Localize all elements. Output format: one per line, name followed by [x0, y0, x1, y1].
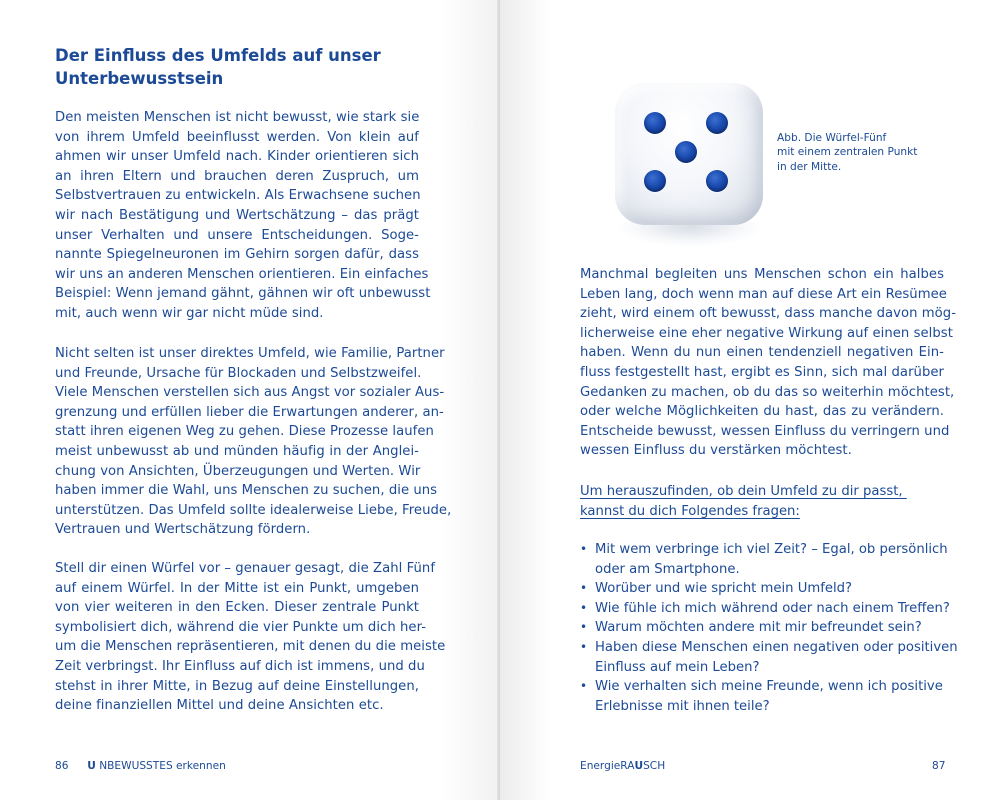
bullet-icon: • — [580, 600, 588, 615]
heading-line: Unterbewusstsein — [55, 69, 224, 88]
text-line: unterstützen. Das Umfeld sollte idealerweise Liebe, Freude, — [55, 502, 452, 518]
text-line: ahmen wir unser Umfeld nach. Kinder orientieren sich — [55, 149, 419, 165]
page-number: 86 — [55, 760, 69, 772]
text-line: symbolisiert dich, während die vier Punkte um dich her- — [55, 619, 427, 635]
dice-pip — [644, 170, 666, 192]
right-footer-brand — [580, 759, 665, 773]
dice-shadow — [620, 222, 760, 246]
question-heading-line: kannst du dich Folgendes fragen: — [580, 503, 800, 519]
text-line: Viele Menschen verstellen sich aus Angst vor sozialer Aus- — [55, 385, 445, 401]
right-paragraph — [580, 265, 957, 461]
dice-pip — [706, 112, 728, 134]
dice-body — [615, 83, 763, 225]
question-line: Wie fühle ich mich während oder nach einem Treffen? — [595, 600, 950, 616]
footer-section: NBEWUSSTES erkennen — [99, 760, 226, 772]
text-line: Entscheide bewusst, wessen Einfluss du verringern und — [580, 423, 950, 439]
question-line: oder am Smartphone. — [595, 561, 740, 577]
question-line: Einfluss auf mein Leben? — [595, 659, 760, 675]
text-line: Beispiel: Wenn jemand gähnt, gähnen wir oft unbewusst — [55, 286, 431, 302]
paragraph-1 — [55, 108, 431, 324]
text-line: von vier weiteren in den Ecken. Dieser zentrale Punkt — [55, 600, 419, 616]
brand-suffix: SCH — [643, 760, 666, 772]
text-line: fluss festgestellt hast, ergibt es Sinn, sich mal darüber — [580, 364, 944, 380]
text-line: statt ihren eigenen Weg zu gehen. Diese Prozesse laufen — [55, 424, 434, 440]
text-line: Den meisten Menschen ist nicht bewusst, wie stark sie — [55, 110, 420, 125]
dice-pip-center — [675, 141, 697, 163]
heading-line: Der Einfluss des Umfelds auf unser — [55, 46, 381, 65]
question-line: Wie verhalten sich meine Freunde, wenn ich positive — [595, 679, 943, 695]
question-line: Warum möchten andere mit mir befreundet sein? — [595, 620, 922, 636]
caption-line: in der Mitte. — [777, 160, 842, 173]
text-line: Nicht selten ist unser direktes Umfeld, wie Familie, Partner — [55, 346, 445, 361]
question-item — [580, 540, 950, 579]
question-item — [580, 618, 950, 638]
text-line: an ihren Eltern und brauchen deren Zuspruch, um — [55, 168, 419, 184]
bullet-icon: • — [580, 542, 588, 556]
question-heading — [580, 482, 907, 521]
text-line: Zeit verbringst. Ihr Einfluss auf dich ist immens, und du — [55, 658, 425, 674]
figure-caption — [777, 131, 952, 174]
question-item — [580, 677, 950, 716]
text-line: nannte Spiegelneuronen im Gehirn sorgen dafür, dass — [55, 247, 419, 263]
question-item — [580, 579, 950, 599]
text-line: haben. Wenn du nun einen tendenziell negativen Ein- — [580, 345, 944, 361]
brand-prefix: EnergieRA — [580, 760, 635, 772]
question-item — [580, 638, 958, 677]
text-line: zieht, wird einem oft bewusst, dass manche davon mög- — [580, 306, 957, 322]
text-line: unser Verhalten und unsere Entscheidungen. Soge- — [55, 227, 419, 243]
text-line: deine finanziellen Mittel und deine Ansichten etc. — [55, 698, 384, 714]
text-line: Stell dir einen Würfel vor – genauer gesagt, die Zahl Fünf — [55, 561, 436, 576]
question-line: Haben diese Menschen einen negativen oder positiven — [595, 639, 958, 655]
bullet-icon: • — [580, 679, 588, 694]
text-line: auf einem Würfel. In der Mitte ist ein Punkt, umgeben — [55, 580, 419, 596]
text-line: haben immer die Wahl, uns Menschen zu suchen, die uns — [55, 483, 438, 499]
paragraph-2 — [55, 344, 452, 540]
text-line: um die Menschen repräsentieren, mit denen du die meiste — [55, 639, 446, 655]
text-line: chung von Ansichten, Überzeugungen und Werten. Wir — [55, 463, 421, 479]
footer-initial: U — [87, 760, 96, 772]
question-heading-line: Um herauszufinden, ob dein Umfeld zu dir passt, — [580, 484, 907, 499]
question-line: Mit wem verbringe ich viel Zeit? – Egal, ob persönlich — [595, 542, 948, 557]
dice-five-image — [610, 80, 770, 250]
text-line: und Freunde, Ursache für Blockaden und Selbstzweifel. — [55, 365, 422, 381]
left-footer — [55, 759, 226, 773]
text-line: Selbstvertrauen zu entwickeln. Als Erwachsene suchen — [55, 188, 421, 204]
dice-pip — [644, 112, 666, 134]
brand-bold: U — [634, 760, 644, 772]
text-line: Vertrauen und Wertschätzung fördern. — [55, 522, 311, 538]
text-line: Leben lang, doch wenn man auf diese Art ein Resümee — [580, 286, 947, 302]
text-line: stehst in ihrer Mitte, in Bezug auf deine Einstellungen, — [55, 678, 419, 694]
caption-line: Abb. Die Würfel-Fünf — [777, 132, 887, 144]
caption-line: mit einem zentralen Punkt — [777, 146, 918, 159]
text-line: meist unbewusst ab und münden häufig in der Anglei- — [55, 443, 419, 459]
question-list — [580, 540, 958, 716]
page-number: 87 — [932, 760, 946, 772]
text-line: grenzung und erfüllen lieber die Erwartungen anderer, an- — [55, 404, 444, 420]
bullet-icon: • — [580, 581, 588, 596]
dice-pip — [706, 170, 728, 192]
bullet-icon: • — [580, 639, 588, 654]
question-line: Worüber und wie spricht mein Umfeld? — [595, 581, 853, 597]
question-item — [580, 599, 950, 619]
text-line: von ihrem Umfeld beeinflusst werden. Von klein auf — [55, 129, 419, 145]
text-line: Manchmal begleiten uns Menschen schon ein halbes — [580, 267, 944, 282]
chapter-heading — [55, 44, 435, 90]
text-line: licherweise eine eher negative Wirkung auf einen selbst — [580, 325, 953, 341]
text-line: oder welche Möglichkeiten du hast, das zu verändern. — [580, 404, 944, 420]
text-line: wir nach Bestätigung und Wertschätzung – das prägt — [55, 207, 419, 223]
text-line: wessen Einfluss du verstärken möchtest. — [580, 443, 852, 459]
text-line: wir uns an anderen Menschen orientieren. Ein einfaches — [55, 266, 429, 282]
bullet-icon: • — [580, 620, 588, 635]
text-line: mit, auch wenn wir gar nicht müde sind. — [55, 305, 324, 321]
text-line: Gedanken zu machen, ob du das so weiterhin möchtest, — [580, 384, 955, 400]
paragraph-3 — [55, 559, 446, 716]
question-line: Erlebnisse mit ihnen teile? — [595, 698, 770, 714]
